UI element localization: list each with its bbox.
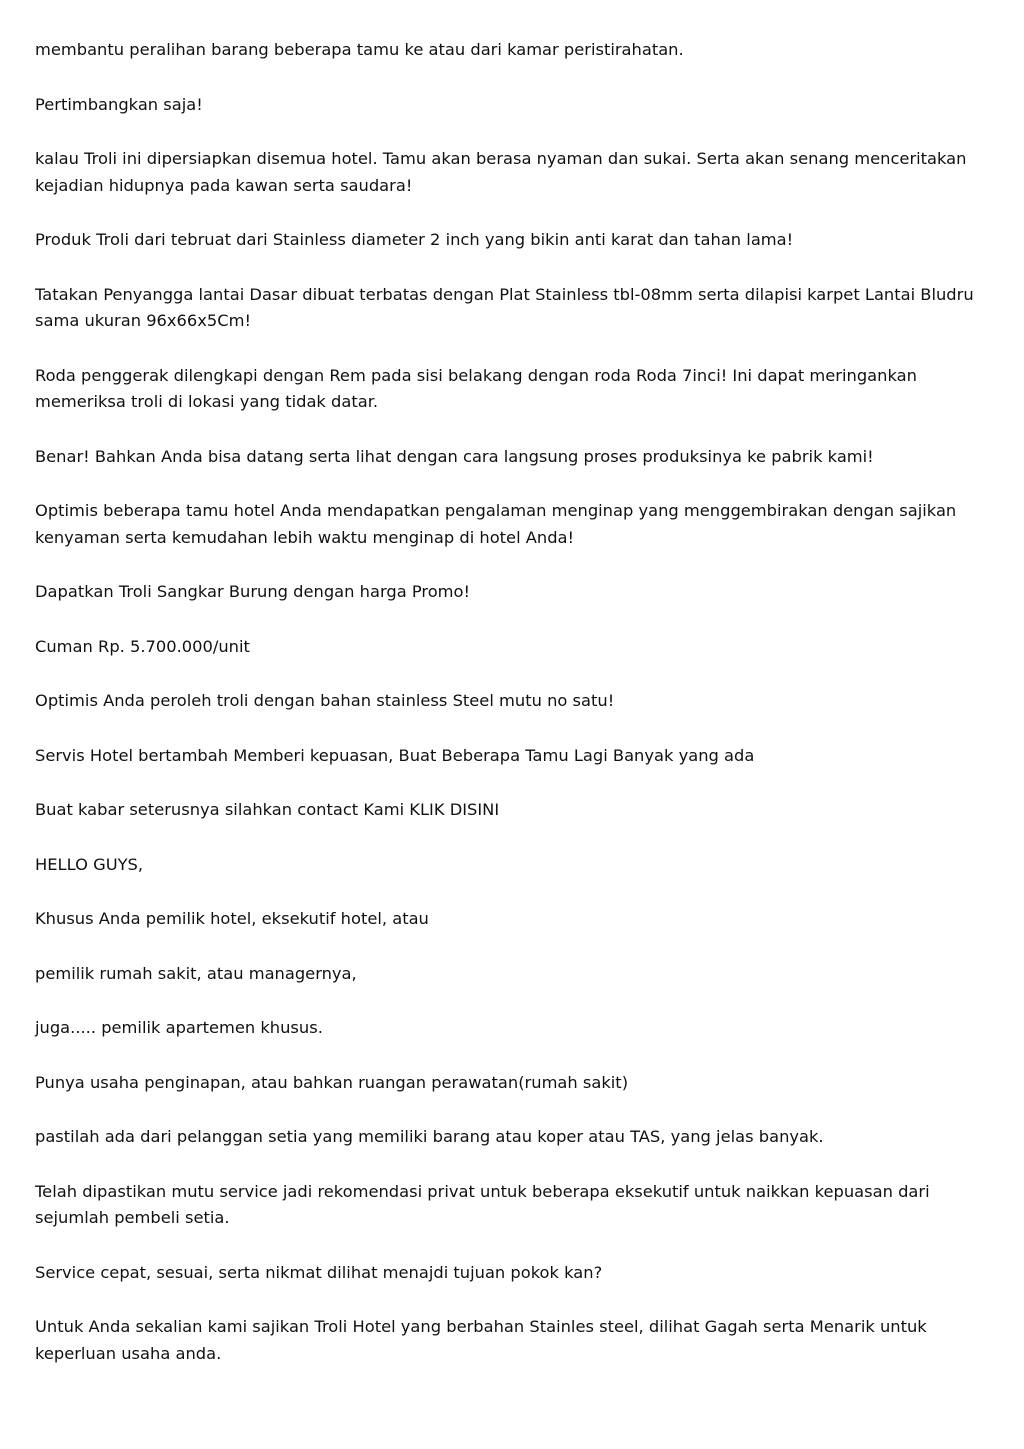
paragraph: Service cepat, sesuai, serta nikmat dilihat menajdi tujuan pokok kan? [35, 1262, 603, 1282]
paragraph: HELLO GUYS, [35, 854, 144, 874]
paragraph: Khusus Anda pemilik hotel, eksekutif hotel, atau [35, 909, 429, 928]
paragraph: Roda penggerak dilengkapi dengan Rem pada sisi belakang dengan roda Roda 7inci! Ini dapat meringankan memeriksa troli di lokasi yang tidak datar. [35, 365, 917, 411]
paragraph: Dapatkan Troli Sangkar Burung dengan harga Promo! [35, 582, 471, 601]
paragraph: Telah dipastikan mutu service jadi rekomendasi privat untuk beberapa eksekutif untuk naikkan kepuasan dari sejumlah pembeli setia. [35, 1181, 930, 1227]
paragraph: kalau Troli ini dipersiapkan disemua hotel. Tamu akan berasa nyaman dan sukai. Serta akan senang menceritakan kejadian hidupnya pada kawan serta saudara! [35, 149, 967, 195]
paragraph: Optimis Anda peroleh troli dengan bahan stainless Steel mutu no satu! [35, 691, 615, 710]
paragraph: Pertimbangkan saja! [35, 94, 203, 114]
document-body [35, 37, 990, 1395]
contact-paragraph: Buat kabar seterusnya silahkan contact Kami KLIK DISINI [35, 800, 500, 819]
paragraph: pemilik rumah sakit, atau managernya, [35, 963, 357, 983]
paragraph: Produk Troli dari tebruat dari Stainless diameter 2 inch yang bikin anti karat dan tahan lama! [35, 230, 794, 249]
paragraph: Punya usaha penginapan, atau bahkan ruangan perawatan(rumah sakit) [35, 1072, 629, 1092]
paragraph: juga..... pemilik apartemen khusus. [35, 1018, 323, 1037]
paragraph: membantu peralihan barang beberapa tamu ke atau dari kamar peristirahatan. [35, 40, 684, 59]
paragraph: pastilah ada dari pelanggan setia yang memiliki barang atau koper atau TAS, yang jelas banyak. [35, 1127, 824, 1146]
paragraph: Servis Hotel bertambah Memberi kepuasan, Buat Beberapa Tamu Lagi Banyak yang ada [35, 745, 755, 765]
paragraph: Optimis beberapa tamu hotel Anda mendapatkan pengalaman menginap yang menggembirakan dengan sajikan kenyaman serta kemudahan lebih waktu menginap di hotel Anda! [35, 501, 957, 547]
paragraph: Benar! Bahkan Anda bisa datang serta lihat dengan cara langsung proses produksinya ke pabrik kami! [35, 446, 874, 466]
price-paragraph: Cuman Rp. 5.700.000/unit [35, 636, 250, 656]
paragraph: Untuk Anda sekalian kami sajikan Troli Hotel yang berbahan Stainles steel, dilihat Gagah serta Menarik untuk keperluan usaha anda. [35, 1317, 927, 1363]
paragraph: Tatakan Penyangga lantai Dasar dibuat terbatas dengan Plat Stainless tbl-08mm serta dilapisi karpet Lantai Bludru sama ukuran 96x66x5Cm! [35, 284, 974, 330]
